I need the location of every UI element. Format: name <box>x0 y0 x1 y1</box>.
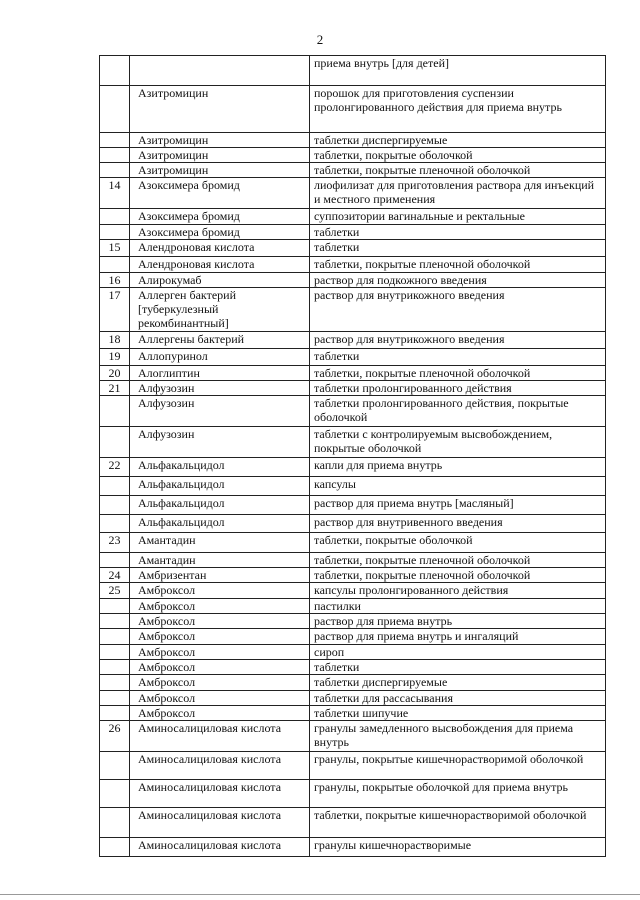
row-number-cell <box>100 614 130 629</box>
scan-edge-line <box>0 894 640 895</box>
dosage-form-cell: капли для приема внутрь <box>310 458 606 477</box>
row-number-cell <box>100 427 130 458</box>
drug-name-cell: Азитромицин <box>130 148 310 163</box>
row-number-cell: 16 <box>100 273 130 288</box>
drug-name-cell: Амброксол <box>130 645 310 660</box>
drug-name-cell: Алоглиптин <box>130 366 310 381</box>
row-number-cell: 15 <box>100 240 130 257</box>
dosage-form-cell: приема внутрь [для детей] <box>310 56 606 86</box>
drug-name-cell <box>130 56 310 86</box>
dosage-form-cell: капсулы пролонгированного действия <box>310 583 606 599</box>
row-number-cell <box>100 675 130 691</box>
table-row <box>100 496 606 515</box>
table-row <box>100 515 606 533</box>
row-number-cell <box>100 553 130 568</box>
table-row <box>100 533 606 553</box>
row-number-cell <box>100 515 130 533</box>
drug-name-cell: Аминосалициловая кислота <box>130 838 310 857</box>
table-row <box>100 381 606 396</box>
row-number-cell <box>100 780 130 808</box>
drug-name-cell: Амброксол <box>130 691 310 706</box>
drug-name-cell: Аллопуринол <box>130 349 310 366</box>
row-number-cell: 25 <box>100 583 130 599</box>
row-number-cell <box>100 752 130 780</box>
row-number-cell <box>100 56 130 86</box>
drug-name-cell: Алендроновая кислота <box>130 240 310 257</box>
table-row <box>100 366 606 381</box>
drug-name-cell: Азитромицин <box>130 133 310 148</box>
row-number-cell <box>100 133 130 148</box>
drug-name-cell: Аллерген бактерий [туберкулезный рекомбинантный] <box>130 288 310 332</box>
row-number-cell <box>100 257 130 273</box>
table-row <box>100 257 606 273</box>
table-row <box>100 349 606 366</box>
row-number-cell <box>100 477 130 496</box>
dosage-form-cell: порошок для приготовления суспензии пролонгированного действия для приема внутрь <box>310 86 606 133</box>
drug-name-cell: Амброксол <box>130 614 310 629</box>
dosage-form-cell: лиофилизат для приготовления раствора для инъекций и местного применения <box>310 178 606 209</box>
dosage-form-cell: раствор для внутривенного введения <box>310 515 606 533</box>
drug-name-cell: Аминосалициловая кислота <box>130 780 310 808</box>
drug-name-cell: Аллергены бактерий <box>130 332 310 349</box>
dosage-form-cell: капсулы <box>310 477 606 496</box>
drug-table <box>99 55 606 857</box>
dosage-form-cell: таблетки, покрытые пленочной оболочкой <box>310 553 606 568</box>
drug-name-cell: Азоксимера бромид <box>130 225 310 240</box>
dosage-form-cell: таблетки, покрытые пленочной оболочкой <box>310 366 606 381</box>
row-number-cell: 20 <box>100 366 130 381</box>
page-number: 2 <box>316 32 324 47</box>
row-number-cell: 22 <box>100 458 130 477</box>
table-row <box>100 691 606 706</box>
row-number-cell <box>100 599 130 614</box>
row-number-cell <box>100 691 130 706</box>
table-row <box>100 838 606 857</box>
dosage-form-cell: раствор для внутрикожного введения <box>310 288 606 332</box>
row-number-cell: 18 <box>100 332 130 349</box>
table-row <box>100 209 606 225</box>
table-row <box>100 288 606 332</box>
table-row <box>100 163 606 178</box>
table-row <box>100 332 606 349</box>
table-row <box>100 660 606 675</box>
table-row <box>100 396 606 427</box>
table-row <box>100 568 606 583</box>
dosage-form-cell: гранулы, покрытые оболочкой для приема внутрь <box>310 780 606 808</box>
drug-name-cell: Алфузозин <box>130 396 310 427</box>
drug-name-cell: Альфакальцидол <box>130 477 310 496</box>
table-row <box>100 721 606 752</box>
table-row <box>100 458 606 477</box>
dosage-form-cell: раствор для внутрикожного введения <box>310 332 606 349</box>
drug-name-cell: Алфузозин <box>130 381 310 396</box>
drug-name-cell: Альфакальцидол <box>130 515 310 533</box>
row-number-cell <box>100 225 130 240</box>
dosage-form-cell: таблетки, покрытые пленочной оболочкой <box>310 163 606 178</box>
dosage-form-cell: раствор для приема внутрь <box>310 614 606 629</box>
row-number-cell <box>100 209 130 225</box>
row-number-cell <box>100 396 130 427</box>
row-number-cell: 17 <box>100 288 130 332</box>
row-number-cell <box>100 645 130 660</box>
dosage-form-cell: пастилки <box>310 599 606 614</box>
table-row <box>100 583 606 599</box>
row-number-cell: 19 <box>100 349 130 366</box>
table-row <box>100 240 606 257</box>
table-row <box>100 599 606 614</box>
row-number-cell <box>100 629 130 645</box>
dosage-form-cell: раствор для приема внутрь [масляный] <box>310 496 606 515</box>
drug-table-body <box>100 56 606 857</box>
dosage-form-cell: гранулы кишечнорастворимые <box>310 838 606 857</box>
table-row <box>100 427 606 458</box>
dosage-form-cell: таблетки, покрытые пленочной оболочкой <box>310 568 606 583</box>
dosage-form-cell: таблетки <box>310 240 606 257</box>
dosage-form-cell: суппозитории вагинальные и ректальные <box>310 209 606 225</box>
row-number-cell <box>100 148 130 163</box>
table-row <box>100 780 606 808</box>
row-number-cell <box>100 838 130 857</box>
drug-name-cell: Аминосалициловая кислота <box>130 752 310 780</box>
dosage-form-cell: таблетки <box>310 225 606 240</box>
table-row <box>100 645 606 660</box>
drug-name-cell: Азоксимера бромид <box>130 178 310 209</box>
drug-name-cell: Азитромицин <box>130 86 310 133</box>
drug-name-cell: Амантадин <box>130 533 310 553</box>
drug-name-cell: Амброксол <box>130 629 310 645</box>
drug-name-cell: Азоксимера бромид <box>130 209 310 225</box>
dosage-form-cell: таблетки, покрытые оболочкой <box>310 533 606 553</box>
dosage-form-cell: таблетки, покрытые оболочкой <box>310 148 606 163</box>
dosage-form-cell: раствор для подкожного введения <box>310 273 606 288</box>
drug-name-cell: Амантадин <box>130 553 310 568</box>
row-number-cell <box>100 706 130 721</box>
drug-name-cell: Аминосалициловая кислота <box>130 808 310 838</box>
drug-name-cell: Амброксол <box>130 583 310 599</box>
table-row <box>100 178 606 209</box>
table-row <box>100 675 606 691</box>
dosage-form-cell: таблетки диспергируемые <box>310 133 606 148</box>
row-number-cell: 21 <box>100 381 130 396</box>
row-number-cell: 24 <box>100 568 130 583</box>
drug-name-cell: Алфузозин <box>130 427 310 458</box>
dosage-form-cell: сироп <box>310 645 606 660</box>
dosage-form-cell: гранулы, покрытые кишечнорастворимой оболочкой <box>310 752 606 780</box>
row-number-cell <box>100 496 130 515</box>
dosage-form-cell: таблетки <box>310 349 606 366</box>
table-row <box>100 148 606 163</box>
row-number-cell <box>100 163 130 178</box>
row-number-cell <box>100 808 130 838</box>
row-number-cell <box>100 86 130 133</box>
row-number-cell <box>100 660 130 675</box>
dosage-form-cell: таблетки пролонгированного действия <box>310 381 606 396</box>
dosage-form-cell: таблетки для рассасывания <box>310 691 606 706</box>
drug-name-cell: Амброксол <box>130 706 310 721</box>
drug-name-cell: Амброксол <box>130 660 310 675</box>
table-row <box>100 706 606 721</box>
drug-name-cell: Алендроновая кислота <box>130 257 310 273</box>
dosage-form-cell: таблетки диспергируемые <box>310 675 606 691</box>
table-row <box>100 808 606 838</box>
row-number-cell: 26 <box>100 721 130 752</box>
table-row <box>100 477 606 496</box>
dosage-form-cell: гранулы замедленного высвобождения для приема внутрь <box>310 721 606 752</box>
drug-name-cell: Альфакальцидол <box>130 458 310 477</box>
drug-name-cell: Амброксол <box>130 675 310 691</box>
drug-name-cell: Амброксол <box>130 599 310 614</box>
dosage-form-cell: раствор для приема внутрь и ингаляций <box>310 629 606 645</box>
dosage-form-cell: таблетки шипучие <box>310 706 606 721</box>
table-row <box>100 553 606 568</box>
table-row <box>100 225 606 240</box>
table-row <box>100 273 606 288</box>
drug-name-cell: Аминосалициловая кислота <box>130 721 310 752</box>
table-row <box>100 56 606 86</box>
drug-name-cell: Амбризентан <box>130 568 310 583</box>
table-row <box>100 133 606 148</box>
dosage-form-cell: таблетки, покрытые пленочной оболочкой <box>310 257 606 273</box>
table-row <box>100 752 606 780</box>
row-number-cell: 23 <box>100 533 130 553</box>
dosage-form-cell: таблетки, покрытые кишечнорастворимой оболочкой <box>310 808 606 838</box>
table-row <box>100 86 606 133</box>
drug-name-cell: Азитромицин <box>130 163 310 178</box>
dosage-form-cell: таблетки пролонгированного действия, покрытые оболочкой <box>310 396 606 427</box>
drug-name-cell: Алирокумаб <box>130 273 310 288</box>
table-row <box>100 614 606 629</box>
table-row <box>100 629 606 645</box>
dosage-form-cell: таблетки с контролируемым высвобождением, покрытые оболочкой <box>310 427 606 458</box>
dosage-form-cell: таблетки <box>310 660 606 675</box>
row-number-cell: 14 <box>100 178 130 209</box>
drug-name-cell: Альфакальцидол <box>130 496 310 515</box>
